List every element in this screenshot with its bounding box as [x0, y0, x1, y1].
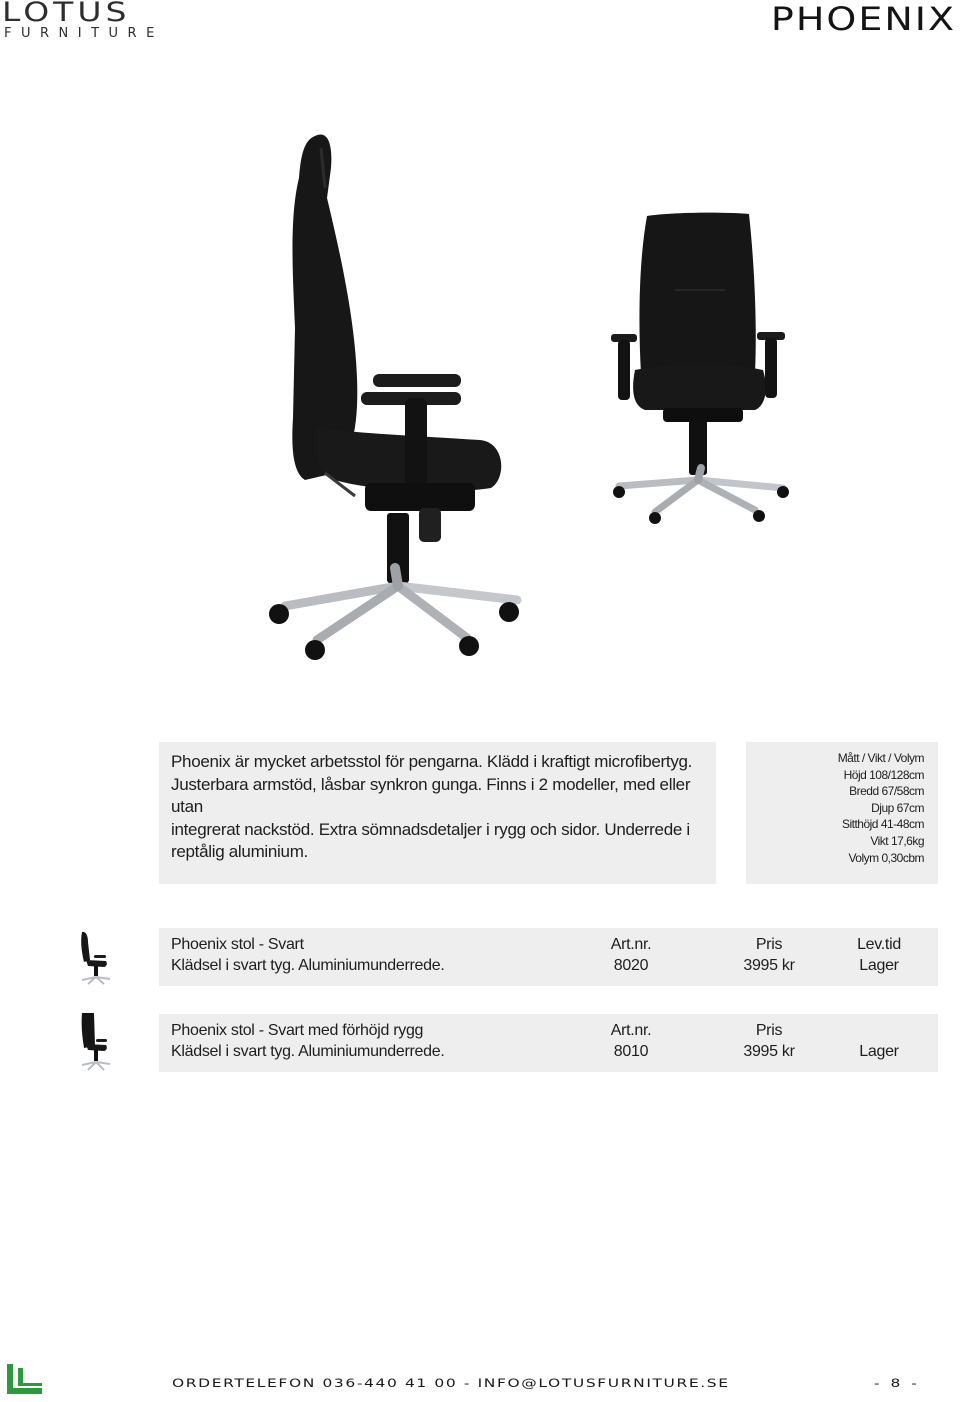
delivery-label: Lev.tid: [857, 936, 901, 953]
chair-high-back-thumbnail-icon: [78, 1012, 112, 1072]
art-number: 8020: [613, 957, 649, 974]
spec-item: Volym 0,30cbm: [848, 850, 924, 865]
spec-item: Sitthöjd 41-48cm: [841, 817, 924, 832]
footer-brand-mark-icon: [4, 1362, 46, 1397]
product-row: [159, 928, 938, 986]
description-line: reptålig aluminium.: [171, 842, 308, 861]
art-label: Art.nr.: [610, 1022, 652, 1039]
spec-item: Vikt 17,6kg: [870, 833, 924, 848]
product-logo: PHOENIX: [770, 0, 956, 38]
product-detail: Klädsel i svart tyg. Aluminiumunderrede.: [171, 1043, 445, 1060]
price-value: 3995 kr: [743, 957, 795, 974]
price-label: Pris: [755, 936, 783, 953]
price-label: Pris: [755, 1022, 783, 1039]
brand-logo: [2, 0, 187, 44]
brand-name: LOTUS: [2, 0, 131, 28]
chair-side-illustration: [255, 128, 530, 668]
art-label: Art.nr.: [610, 936, 652, 953]
product-name: Phoenix stol - Svart med förhöjd rygg: [171, 1022, 424, 1039]
product-detail: Klädsel i svart tyg. Aluminiumunderrede.: [171, 957, 445, 974]
price-value: 3995 kr: [743, 1043, 795, 1060]
specs-list: [838, 750, 924, 866]
spec-item: Höjd 108/128cm: [843, 767, 924, 782]
product-thumbnail-chair: [78, 930, 112, 986]
description-line: integrerat nackstöd. Extra sömnadsdetaljer i rygg och sidor. Underrede i: [171, 819, 690, 839]
chair-photo-front: [605, 210, 795, 528]
description-text: [171, 751, 711, 864]
chair-thumbnail-icon: [78, 930, 112, 986]
description-panel: [159, 742, 716, 884]
description-line: Phoenix är mycket arbetsstol för pengarna. Klädd i kraftigt microfibertyg.: [171, 752, 693, 771]
product-thumbnail-chair-high-back: [78, 1012, 112, 1068]
art-number: 8010: [613, 1043, 649, 1060]
specs-panel: [746, 742, 938, 884]
description-line: Justerbara armstöd, låsbar synkron gunga. Finns i 2 modeller, med eller utan: [171, 774, 691, 816]
spec-item: Bredd 67/58cm: [849, 784, 924, 799]
product-name: Phoenix stol - Svart: [171, 936, 304, 953]
lotus-mark-icon: [4, 1362, 46, 1397]
delivery-value: Lager: [859, 1043, 899, 1060]
brand-subtitle: FURNITURE: [4, 26, 164, 41]
page-number: - 8 -: [874, 1377, 920, 1390]
delivery-value: Lager: [859, 957, 899, 974]
footer-contact: ORDERTELEFON 036-440 41 00 - INFO@LOTUSFURNITURE.SE: [172, 1377, 730, 1390]
chair-photo-side-high-back: [255, 128, 530, 668]
spec-item: Djup 67cm: [871, 800, 924, 815]
specs-heading: Mått / Vikt / Volym: [837, 751, 924, 765]
chair-front-illustration: [605, 210, 795, 528]
product-row: [159, 1014, 938, 1072]
